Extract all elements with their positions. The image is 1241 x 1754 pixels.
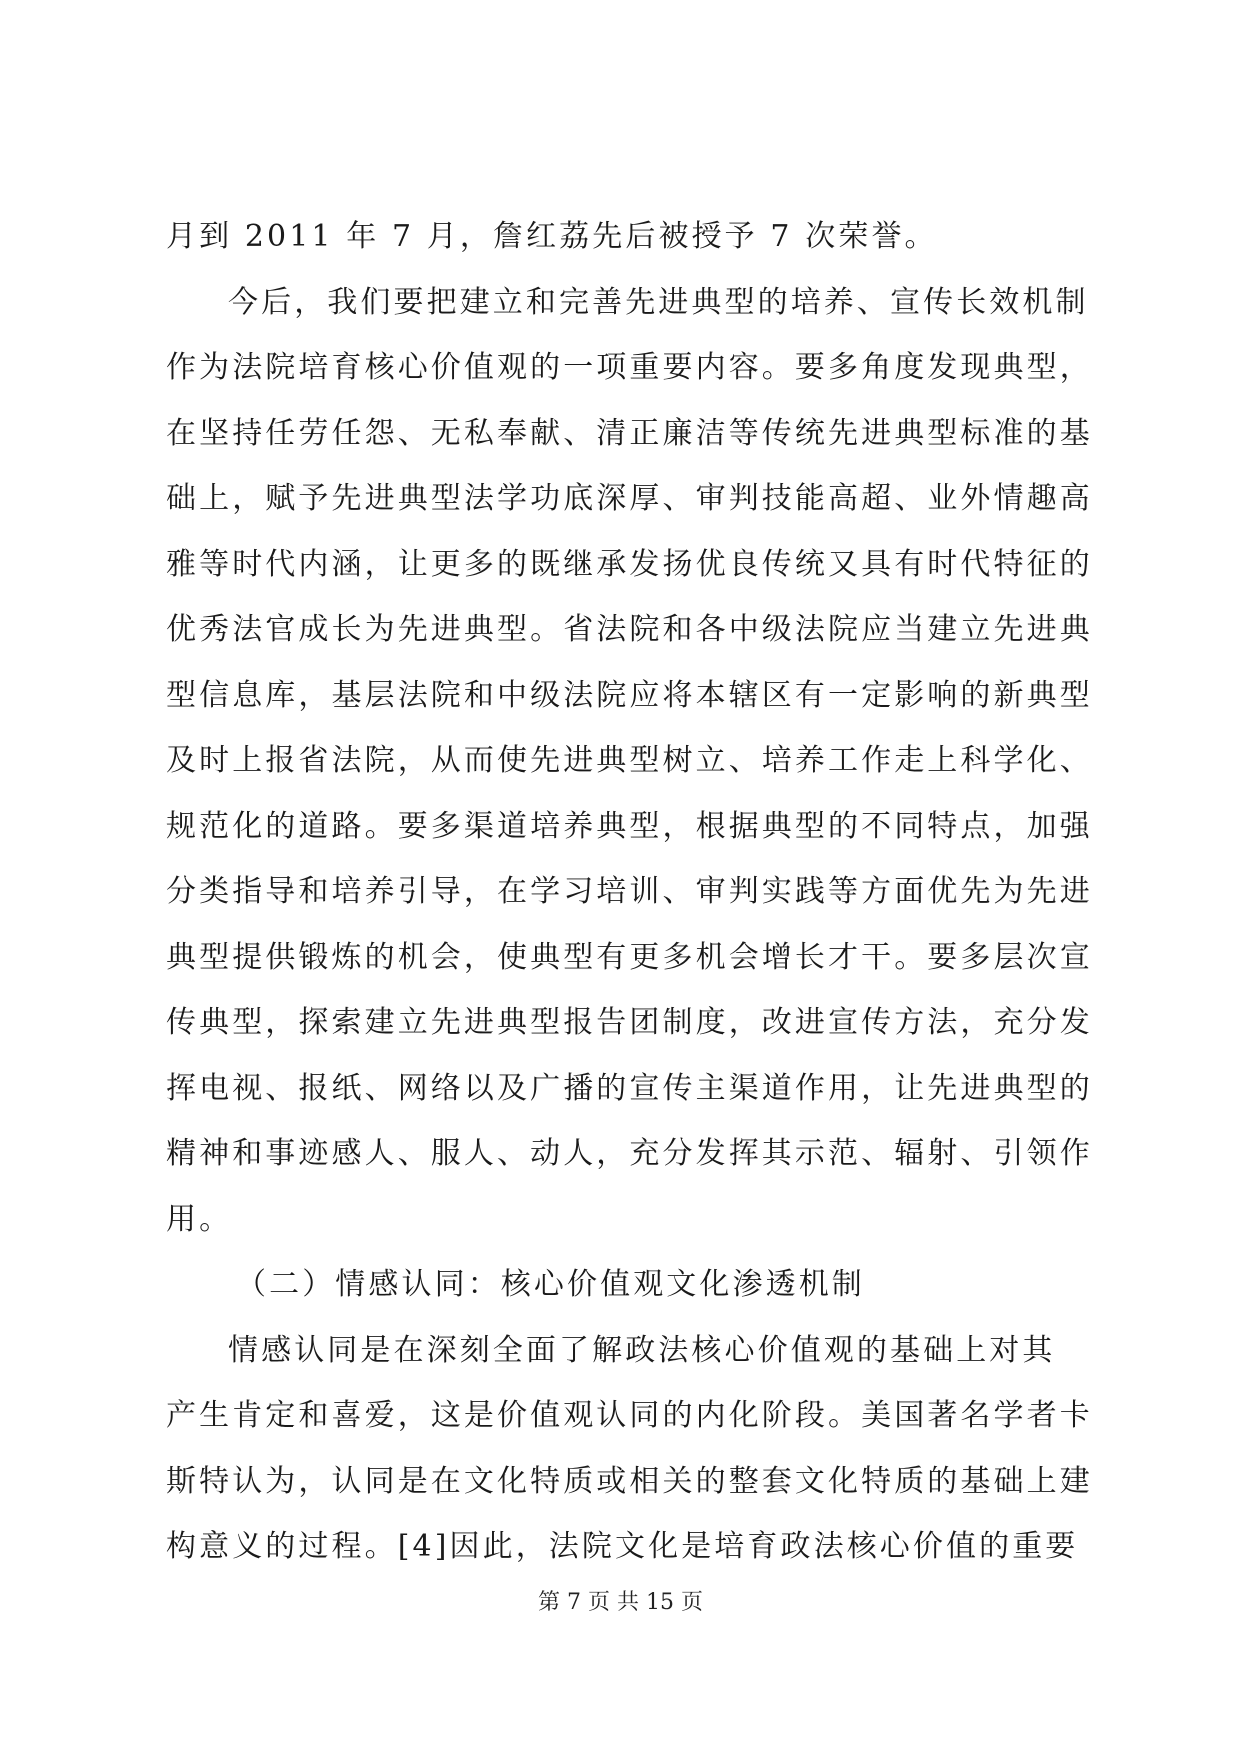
paragraph-line: 情感认同是在深刻全面了解政法核心价值观的基础上对其 [228, 1332, 1056, 1368]
paragraph-line: 传典型，探索建立先进典型报告团制度，改进宣传方法，充分发 [166, 1005, 1093, 1040]
paragraph-line: 挥电视、报纸、网络以及广播的宣传主渠道作用，让先进典型的 [166, 1070, 1093, 1106]
paragraph-line: 月到 2011 年 7 月，詹红荔先后被授予 7 次荣誉。 [166, 219, 938, 254]
paragraph-line: 规范化的道路。要多渠道培养典型，根据典型的不同特点，加强 [166, 808, 1093, 844]
paragraph-line: 型信息库，基层法院和中级法院应将本辖区有一定影响的新典型 [166, 677, 1093, 713]
paragraph-line: 用。 [166, 1201, 233, 1237]
paragraph-line: 优秀法官成长为先进典型。省法院和各中级法院应当建立先进典 [166, 612, 1093, 647]
page-number-footer: 第 7 页 共 15 页 [538, 1590, 703, 1615]
section-heading: （二）情感认同：核心价值观文化渗透机制 [236, 1267, 865, 1302]
paragraph-line: 精神和事迹感人、服人、动人，充分发挥其示范、辐射、引领作 [166, 1136, 1093, 1171]
paragraph-line: 雅等时代内涵，让更多的既继承发扬优良传统又具有时代特征的 [166, 546, 1093, 582]
paragraph-line: 产生肯定和喜爱，这是价值观认同的内化阶段。美国著名学者卡 [166, 1398, 1093, 1433]
paragraph-line: 分类指导和培养引导，在学习培训、审判实践等方面优先为先进 [166, 874, 1093, 909]
paragraph-line: 典型提供锻炼的机会，使典型有更多机会增长才干。要多层次宣 [166, 939, 1093, 975]
paragraph-line: 构意义的过程。[4]因此，法院文化是培育政法核心价值的重要 [166, 1529, 1079, 1564]
paragraph-line: 斯特认为，认同是在文化特质或相关的整套文化特质的基础上建 [166, 1463, 1093, 1499]
paragraph-line: 础上，赋予先进典型法学功底深厚、审判技能高超、业外情趣高 [166, 481, 1093, 516]
paragraph-line: 作为法院培育核心价值观的一项重要内容。要多角度发现典型， [166, 350, 1093, 385]
paragraph-line: 今后，我们要把建立和完善先进典型的培养、宣传长效机制 [228, 284, 1089, 320]
paragraph-line: 在坚持任劳任怨、无私奉献、清正廉洁等传统先进典型标准的基 [166, 415, 1093, 451]
paragraph-line: 及时上报省法院，从而使先进典型树立、培养工作走上科学化、 [166, 743, 1093, 778]
body-text [166, 204, 1093, 1580]
